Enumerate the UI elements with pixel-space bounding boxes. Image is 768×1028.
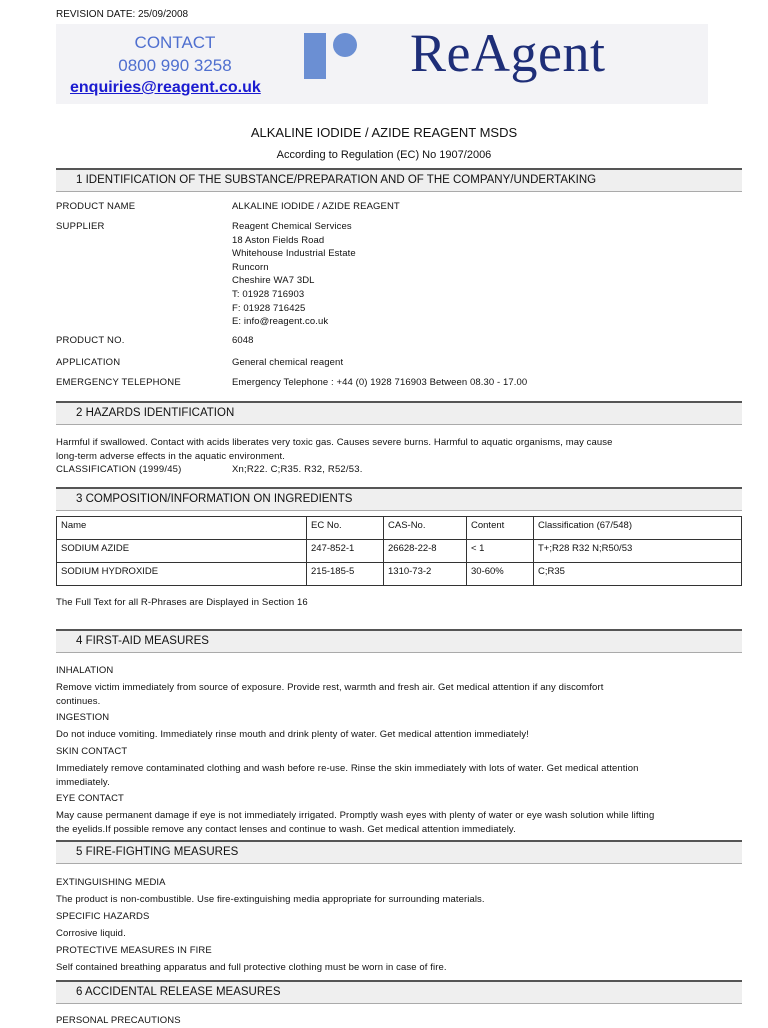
section-1-title: 1 IDENTIFICATION OF THE SUBSTANCE/PREPARATION AND OF THE COMPANY/UNDERTAKING xyxy=(76,174,597,186)
inhalation-text xyxy=(56,681,716,709)
table-header-row xyxy=(57,517,742,540)
protective-measures-text: Self contained breathing apparatus and full protective clothing must be worn in case of fire. xyxy=(56,962,447,973)
eye-contact-line: the eyelids.If possible remove any contact lenses and continue to wash. Get medical attention immediately. xyxy=(56,824,516,835)
ingestion-label: INGESTION xyxy=(56,712,110,723)
product-name-label: PRODUCT NAME xyxy=(56,201,136,212)
logo-mark-dot xyxy=(333,33,357,57)
supplier-line: Cheshire WA7 3DL xyxy=(232,275,315,287)
skin-contact-line: Immediately remove contaminated clothing and wash before re-use. Rinse the skin immediately with lots of water. Get medical attention xyxy=(56,763,639,774)
section-6-header xyxy=(56,980,742,1004)
table-cell: 215-185-5 xyxy=(307,563,384,586)
brand-logo: ReAgent xyxy=(410,23,606,83)
logo-mark-bar xyxy=(304,33,326,79)
classification-label: CLASSIFICATION (1999/45) xyxy=(56,464,182,475)
section-5-title: 5 FIRE-FIGHTING MEASURES xyxy=(76,846,239,858)
supplier-label: SUPPLIER xyxy=(56,221,105,232)
eye-contact-label: EYE CONTACT xyxy=(56,793,124,804)
supplier-line: T: 01928 716903 xyxy=(232,288,305,300)
table-cell: C;R35 xyxy=(534,563,742,586)
specific-hazards-label: SPECIFIC HAZARDS xyxy=(56,911,150,922)
ingredients-table xyxy=(56,516,742,586)
table-row xyxy=(57,540,742,563)
contact-title: CONTACT xyxy=(134,33,216,52)
table-cell: < 1 xyxy=(467,540,534,563)
table-header-cell: Name xyxy=(57,517,307,540)
emergency-label: EMERGENCY TELEPHONE xyxy=(56,377,181,388)
hazards-line: long-term adverse effects in the aquatic environment. xyxy=(56,451,286,462)
section-1-header xyxy=(56,168,742,192)
contact-phone: 0800 990 3258 xyxy=(118,56,232,75)
table-cell: 30-60% xyxy=(467,563,534,586)
inhalation-label: INHALATION xyxy=(56,665,114,676)
supplier-line: F: 01928 716425 xyxy=(232,302,306,314)
emergency-value: Emergency Telephone : +44 (0) 1928 716903 Between 08.30 - 17.00 xyxy=(232,377,528,388)
supplier-line: 18 Aston Fields Road xyxy=(232,234,325,246)
skin-contact-text xyxy=(56,762,716,790)
eye-contact-line: May cause permanent damage if eye is not immediately irrigated. Promptly wash eyes with plenty of water or eye wash solution while lifting xyxy=(56,810,655,821)
supplier-line: Runcorn xyxy=(232,261,269,273)
section-4-header xyxy=(56,629,742,653)
supplier-line: Whitehouse Industrial Estate xyxy=(232,248,356,260)
table-cell: T+;R28 R32 N;R50/53 xyxy=(534,540,742,563)
protective-measures-label: PROTECTIVE MEASURES IN FIRE xyxy=(56,945,212,956)
table-cell: 26628-22-8 xyxy=(384,540,467,563)
specific-hazards-text: Corrosive liquid. xyxy=(56,928,126,939)
section-2-title: 2 HAZARDS IDENTIFICATION xyxy=(76,407,235,419)
product-name-value: ALKALINE IODIDE / AZIDE REAGENT xyxy=(232,201,400,212)
supplier-line: E: info@reagent.co.uk xyxy=(232,316,329,328)
section-3-header xyxy=(56,487,742,511)
skin-contact-label: SKIN CONTACT xyxy=(56,746,128,757)
table-header-cell: EC No. xyxy=(307,517,384,540)
product-no-value: 6048 xyxy=(232,335,254,346)
r-phrases-note: The Full Text for all R-Phrases are Displayed in Section 16 xyxy=(56,597,308,608)
personal-precautions-label: PERSONAL PRECAUTIONS xyxy=(56,1015,181,1026)
table-row xyxy=(57,563,742,586)
application-label: APPLICATION xyxy=(56,357,121,368)
table-header-cell: Content xyxy=(467,517,534,540)
section-5-header xyxy=(56,840,742,864)
table-header-cell: Classification (67/548) xyxy=(534,517,742,540)
document-title: ALKALINE IODIDE / AZIDE REAGENT MSDS xyxy=(250,125,518,140)
table-header-cell: CAS-No. xyxy=(384,517,467,540)
hazards-text xyxy=(56,436,716,464)
skin-contact-line: immediately. xyxy=(56,777,110,788)
ingestion-text: Do not induce vomiting. Immediately rinse mouth and drink plenty of water. Get medical attention immediately! xyxy=(56,729,529,740)
supplier-address xyxy=(232,220,356,329)
extinguishing-media-label: EXTINGUISHING MEDIA xyxy=(56,877,166,888)
section-3-title: 3 COMPOSITION/INFORMATION ON INGREDIENTS xyxy=(76,493,353,505)
application-value: General chemical reagent xyxy=(232,357,344,368)
eye-contact-text xyxy=(56,809,716,837)
supplier-line: Reagent Chemical Services xyxy=(232,221,352,232)
section-6-title: 6 ACCIDENTAL RELEASE MEASURES xyxy=(76,986,281,998)
inhalation-line: continues. xyxy=(56,696,101,707)
classification-value: Xn;R22. C;R35. R32, R52/53. xyxy=(232,464,363,475)
table-cell: SODIUM AZIDE xyxy=(57,540,307,563)
contact-email-link[interactable]: enquiries@reagent.co.uk xyxy=(70,79,261,96)
product-no-label: PRODUCT NO. xyxy=(56,335,125,346)
document-subtitle: According to Regulation (EC) No 1907/2006 xyxy=(276,149,492,161)
extinguishing-media-text: The product is non-combustible. Use fire-extinguishing media appropriate for surrounding materials. xyxy=(56,894,485,905)
revision-date: REVISION DATE: 25/09/2008 xyxy=(56,9,189,20)
table-cell: 1310-73-2 xyxy=(384,563,467,586)
inhalation-line: Remove victim immediately from source of exposure. Provide rest, warmth and fresh air. Get medical attention if any discomfort xyxy=(56,682,604,693)
table-cell: SODIUM HYDROXIDE xyxy=(57,563,307,586)
hazards-line: Harmful if swallowed. Contact with acids liberates very toxic gas. Causes severe burns. Harmful to aquatic organisms, may cause xyxy=(56,437,613,448)
table-cell: 247-852-1 xyxy=(307,540,384,563)
section-2-header xyxy=(56,401,742,425)
section-4-title: 4 FIRST-AID MEASURES xyxy=(76,635,209,647)
